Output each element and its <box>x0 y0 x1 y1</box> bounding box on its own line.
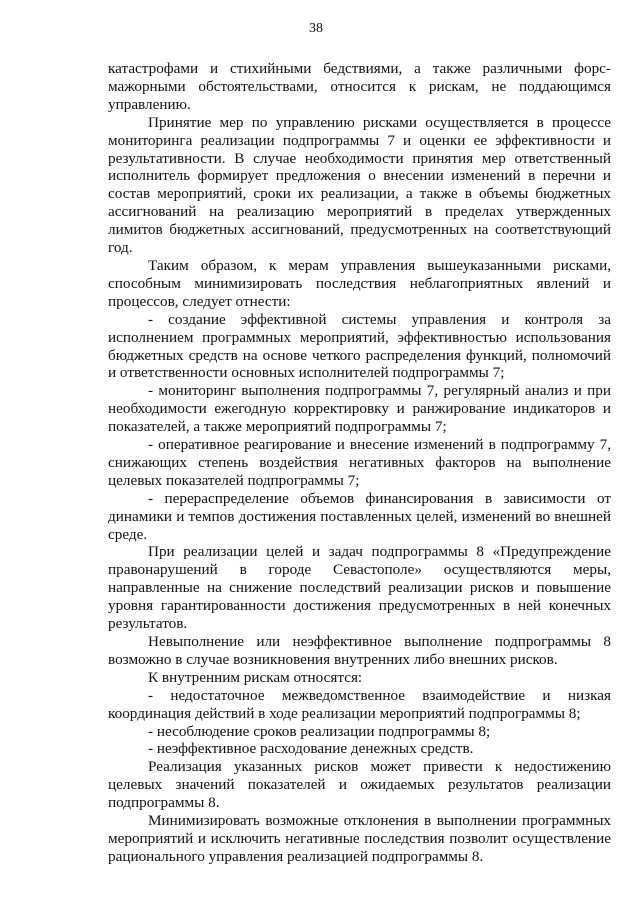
list-item: - несоблюдение сроков реализации подпрограммы 8; <box>148 722 491 740</box>
page-number: 38 <box>309 21 323 36</box>
list-item: - перераспределение объемов финансирования в зависимости от динамики и темпов достижения поставленных целей, изменений во внешней среде. <box>108 489 611 543</box>
paragraph: К внутренним рискам относятся: <box>148 668 363 686</box>
list-item: - оперативное реагирование и внесение изменений в подпрограмму 7, снижающих степень воздействия негативных факторов на выполнение целевых показателей подпрограммы 7; <box>108 436 611 489</box>
paragraph: При реализации целей и задач подпрограммы 8 «Предупреждение правонарушений в городе Севастополе» осуществляются меры, направленные на снижение последствий реализации рисков и повышение уровня гарантированности достижения предусмотренных в ней конечных результатов. <box>108 543 611 633</box>
document-body <box>108 60 611 866</box>
paragraph: Минимизировать возможные отклонения в выполнении программных мероприятий и исключить негативные последствия позволит осуществление рационального управления реализацией подпрограммы 8. <box>108 812 611 865</box>
list-item: - неэффективное расходование денежных средств. <box>148 740 474 758</box>
paragraph: Принятие мер по управлению рисками осуществляется в процессе мониторинга реализации подпрограммы 7 и оценки ее эффективности и результативности. В случае необходимости принятия мер ответственный исполнитель формирует предложения о внесении изменений в перечни и состав мероприятий, сроки их реализации, а также в объемы бюджетных ассигнований на реализацию мероприятий в пределах утвержденных лимитов бюджетных ассигнований, предусмотренных на соответствующий год. <box>108 113 611 257</box>
paragraph: Реализация указанных рисков может привести к недостижению целевых значений показателей и ожидаемых результатов реализации подпрограммы 8. <box>108 758 611 812</box>
list-item: - недостаточное межведомственное взаимодействие и низкая координация действий в ходе реализации мероприятий подпрограммы 8; <box>108 686 611 722</box>
list-item: - мониторинг выполнения подпрограммы 7, регулярный анализ и при необходимости ежегодную корректировку и ранжирование индикаторов и показателей, а также мероприятий подпрограммы 7; <box>108 382 611 436</box>
paragraph: катастрофами и стихийными бедствиями, а также различными форс-мажорными обстоятельствами, относится к рискам, не поддающимся управлению. <box>108 60 611 113</box>
list-item: - создание эффективной системы управления и контроля за исполнением программных мероприятий, эффективностью использования бюджетных средств на основе четкого распределения функций, полномочий и ответственности основных исполнителей подпрограммы 7; <box>108 310 611 382</box>
paragraph: Невыполнение или неэффективное выполнение подпрограммы 8 возможно в случае возникновения внутренних либо внешних рисков. <box>108 633 611 668</box>
paragraph: Таким образом, к мерам управления вышеуказанными рисками, способным минимизировать последствия неблагоприятных явлений и процессов, следует отнести: <box>108 256 611 310</box>
